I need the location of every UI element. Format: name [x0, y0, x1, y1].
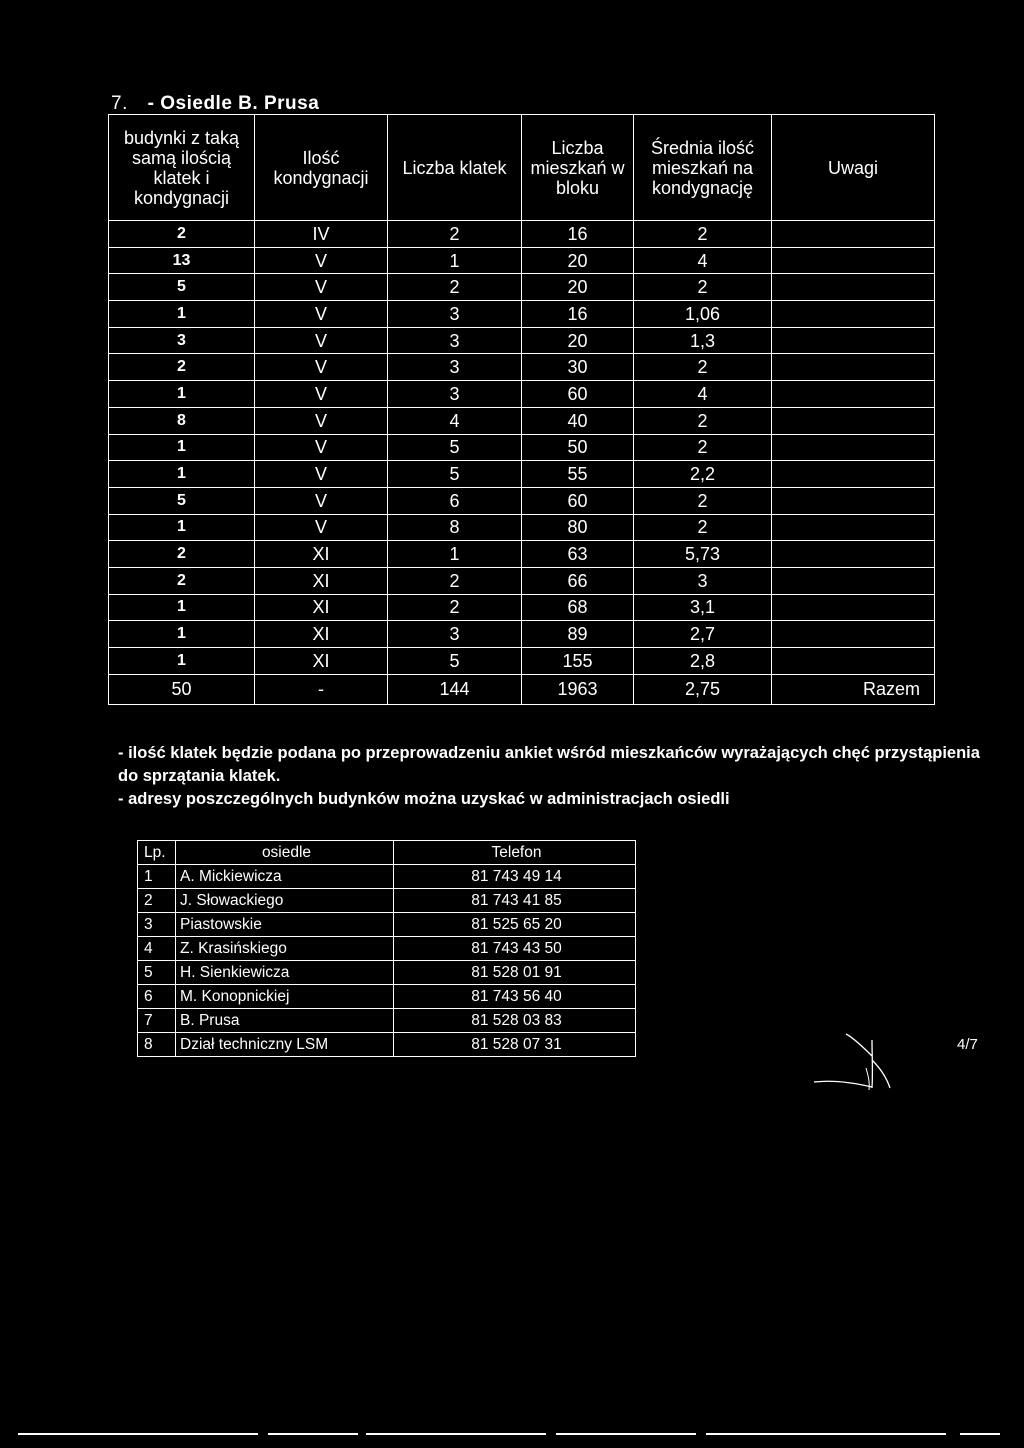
table-cell: V — [255, 407, 388, 434]
contact-estate: J. Słowackiego — [176, 889, 394, 913]
table-cell: XI — [255, 594, 388, 621]
table-cell — [772, 354, 935, 381]
table-cell: V — [255, 381, 388, 408]
header-staircases: Liczba klatek — [388, 115, 522, 221]
table-row — [109, 487, 935, 514]
table-cell: V — [255, 434, 388, 461]
table-cell: 5,73 — [634, 541, 772, 568]
contact-estate: B. Prusa — [176, 1009, 394, 1033]
table-row — [109, 567, 935, 594]
contact-row — [138, 985, 636, 1009]
contact-phone: 81 525 65 20 — [394, 913, 636, 937]
table-cell: 2 — [634, 221, 772, 248]
total-cell: 2,75 — [634, 674, 772, 704]
contact-lp: 8 — [138, 1033, 176, 1057]
table-cell: 2 — [634, 354, 772, 381]
header-notes: Uwagi — [772, 115, 935, 221]
note-staircases: - ilość klatek będzie podana po przeprowadzeniu ankiet wśród mieszkańców wyrażających chęć przystąpienia do sprzątania klatek. — [118, 744, 980, 785]
table-cell: XI — [255, 621, 388, 648]
table-cell: 2 — [388, 567, 522, 594]
table-cell — [772, 247, 935, 274]
table-cell: 1 — [109, 621, 255, 648]
table-cell: 5 — [109, 274, 255, 301]
contact-phone: 81 743 41 85 — [394, 889, 636, 913]
table-cell: 68 — [522, 594, 634, 621]
table-row — [109, 381, 935, 408]
contact-row — [138, 937, 636, 961]
table-cell: 2 — [109, 567, 255, 594]
table-row — [109, 274, 935, 301]
table-cell — [772, 461, 935, 488]
table-cell: 2 — [634, 514, 772, 541]
table-cell — [772, 407, 935, 434]
table-cell: 2 — [634, 434, 772, 461]
total-cell: - — [255, 674, 388, 704]
header-phone: Telefon — [394, 841, 636, 865]
contact-lp: 6 — [138, 985, 176, 1009]
table-cell: 1 — [109, 594, 255, 621]
table-cell: 1 — [109, 648, 255, 675]
table-cell: IV — [255, 221, 388, 248]
footer-rule — [706, 1433, 946, 1435]
table-cell: V — [255, 274, 388, 301]
contact-row — [138, 865, 636, 889]
table-cell: 2 — [109, 354, 255, 381]
table-cell: 2 — [388, 274, 522, 301]
table-cell — [772, 221, 935, 248]
contact-lp: 7 — [138, 1009, 176, 1033]
table-cell: 1 — [109, 301, 255, 328]
contact-row — [138, 1009, 636, 1033]
header-lp: Lp. — [138, 841, 176, 865]
table-cell: 8 — [109, 407, 255, 434]
table-cell: 6 — [388, 487, 522, 514]
table-cell: 5 — [388, 461, 522, 488]
table-cell: 1,06 — [634, 301, 772, 328]
table-cell: 80 — [522, 514, 634, 541]
contact-table-header — [138, 841, 636, 865]
table-cell: 2,8 — [634, 648, 772, 675]
table-cell: 60 — [522, 381, 634, 408]
total-cell: 1963 — [522, 674, 634, 704]
notes-block — [118, 742, 998, 811]
contact-estate: M. Konopnickiej — [176, 985, 394, 1009]
table-row — [109, 621, 935, 648]
contact-estate: A. Mickiewicza — [176, 865, 394, 889]
contact-estate: Piastowskie — [176, 913, 394, 937]
table-cell: 1 — [109, 514, 255, 541]
table-cell: 3 — [634, 567, 772, 594]
table-row — [109, 221, 935, 248]
contact-lp: 3 — [138, 913, 176, 937]
contact-phone: 81 743 43 50 — [394, 937, 636, 961]
table-cell — [772, 301, 935, 328]
table-cell: V — [255, 301, 388, 328]
table-cell: 3 — [388, 621, 522, 648]
table-cell: 2 — [109, 541, 255, 568]
contact-estate: H. Sienkiewicza — [176, 961, 394, 985]
contact-table-body — [138, 865, 636, 1057]
header-buildings: budynki z taką samą ilością klatek i kondygnacji — [109, 115, 255, 221]
table-cell: 55 — [522, 461, 634, 488]
table-cell: 2 — [634, 407, 772, 434]
table-cell: 155 — [522, 648, 634, 675]
contact-phone: 81 528 07 31 — [394, 1033, 636, 1057]
header-estate: osiedle — [176, 841, 394, 865]
footer-rule — [960, 1433, 1000, 1435]
table-cell — [772, 648, 935, 675]
table-cell: 2 — [634, 274, 772, 301]
table-cell: 50 — [522, 434, 634, 461]
footer-rule — [366, 1433, 546, 1435]
table-cell: 1 — [109, 461, 255, 488]
buildings-table-header — [109, 115, 935, 221]
table-cell: 5 — [109, 487, 255, 514]
note-addresses: - adresy poszczególnych budynków można uzyskać w administracjach osiedli — [118, 790, 730, 808]
table-cell — [772, 594, 935, 621]
contact-row — [138, 913, 636, 937]
table-cell: 1 — [388, 247, 522, 274]
table-row — [109, 514, 935, 541]
table-cell: 2 — [388, 594, 522, 621]
table-cell: 13 — [109, 247, 255, 274]
table-cell: V — [255, 354, 388, 381]
table-cell — [772, 274, 935, 301]
footer-rule — [268, 1433, 358, 1435]
table-cell — [772, 514, 935, 541]
table-cell: 2 — [109, 221, 255, 248]
header-floors: Ilość kondygnacji — [255, 115, 388, 221]
table-cell: 1,3 — [634, 327, 772, 354]
table-row — [109, 247, 935, 274]
handwritten-signature-icon — [806, 1030, 896, 1095]
table-cell: 2,2 — [634, 461, 772, 488]
table-cell: 3 — [388, 381, 522, 408]
table-cell: 3 — [388, 354, 522, 381]
section-heading — [111, 93, 319, 115]
table-row — [109, 327, 935, 354]
table-cell: V — [255, 327, 388, 354]
table-cell: 16 — [522, 301, 634, 328]
table-cell: 4 — [388, 407, 522, 434]
table-cell: 4 — [634, 247, 772, 274]
contact-lp: 1 — [138, 865, 176, 889]
total-cell: 144 — [388, 674, 522, 704]
contact-phone: 81 743 56 40 — [394, 985, 636, 1009]
table-cell: 89 — [522, 621, 634, 648]
table-cell — [772, 327, 935, 354]
contact-estate: Dział techniczny LSM — [176, 1033, 394, 1057]
table-cell: 1 — [109, 434, 255, 461]
table-cell: 30 — [522, 354, 634, 381]
table-cell: 66 — [522, 567, 634, 594]
contact-phone: 81 743 49 14 — [394, 865, 636, 889]
table-cell: XI — [255, 648, 388, 675]
table-cell: 1 — [388, 541, 522, 568]
table-cell — [772, 567, 935, 594]
contact-row — [138, 1033, 636, 1057]
table-row — [109, 301, 935, 328]
table-cell: V — [255, 461, 388, 488]
table-cell: XI — [255, 567, 388, 594]
table-cell: 60 — [522, 487, 634, 514]
table-cell: 20 — [522, 247, 634, 274]
table-cell: 5 — [388, 648, 522, 675]
table-cell: 2 — [634, 487, 772, 514]
contact-phone: 81 528 03 83 — [394, 1009, 636, 1033]
section-title: Osiedle B. Prusa — [160, 93, 320, 114]
table-cell — [772, 381, 935, 408]
table-row — [109, 648, 935, 675]
table-cell: 20 — [522, 327, 634, 354]
contact-row — [138, 889, 636, 913]
contact-row — [138, 961, 636, 985]
table-cell — [772, 434, 935, 461]
table-cell: 2 — [388, 221, 522, 248]
table-cell: V — [255, 247, 388, 274]
footer-rule — [18, 1433, 258, 1435]
table-row — [109, 407, 935, 434]
total-cell: Razem — [772, 674, 935, 704]
table-cell — [772, 621, 935, 648]
header-avg-per-floor: Średnia ilość mieszkań na kondygnację — [634, 115, 772, 221]
table-cell: 8 — [388, 514, 522, 541]
table-row — [109, 461, 935, 488]
table-cell: 3 — [109, 327, 255, 354]
table-row — [109, 541, 935, 568]
table-cell: 3,1 — [634, 594, 772, 621]
footer-rule — [556, 1433, 696, 1435]
total-row — [109, 674, 935, 704]
buildings-table-body — [109, 221, 935, 705]
table-row — [109, 434, 935, 461]
buildings-table — [108, 114, 935, 705]
table-cell: 3 — [388, 327, 522, 354]
table-cell — [772, 487, 935, 514]
table-cell: 63 — [522, 541, 634, 568]
page-number: 4/7 — [957, 1036, 978, 1053]
table-row — [109, 354, 935, 381]
table-cell: 16 — [522, 221, 634, 248]
contact-table — [137, 840, 636, 1057]
header-apartments: Liczba mieszkań w bloku — [522, 115, 634, 221]
contact-lp: 4 — [138, 937, 176, 961]
section-number: 7. — [111, 93, 128, 114]
table-cell: 4 — [634, 381, 772, 408]
table-cell: 1 — [109, 381, 255, 408]
table-cell: 2,7 — [634, 621, 772, 648]
total-cell: 50 — [109, 674, 255, 704]
table-cell: V — [255, 514, 388, 541]
contact-estate: Z. Krasińskiego — [176, 937, 394, 961]
table-row — [109, 594, 935, 621]
table-cell: 40 — [522, 407, 634, 434]
section-dash: - — [147, 93, 155, 114]
contact-phone: 81 528 01 91 — [394, 961, 636, 985]
table-cell: XI — [255, 541, 388, 568]
contact-lp: 5 — [138, 961, 176, 985]
table-cell — [772, 541, 935, 568]
table-cell: V — [255, 487, 388, 514]
table-cell: 3 — [388, 301, 522, 328]
table-cell: 5 — [388, 434, 522, 461]
table-cell: 20 — [522, 274, 634, 301]
contact-lp: 2 — [138, 889, 176, 913]
